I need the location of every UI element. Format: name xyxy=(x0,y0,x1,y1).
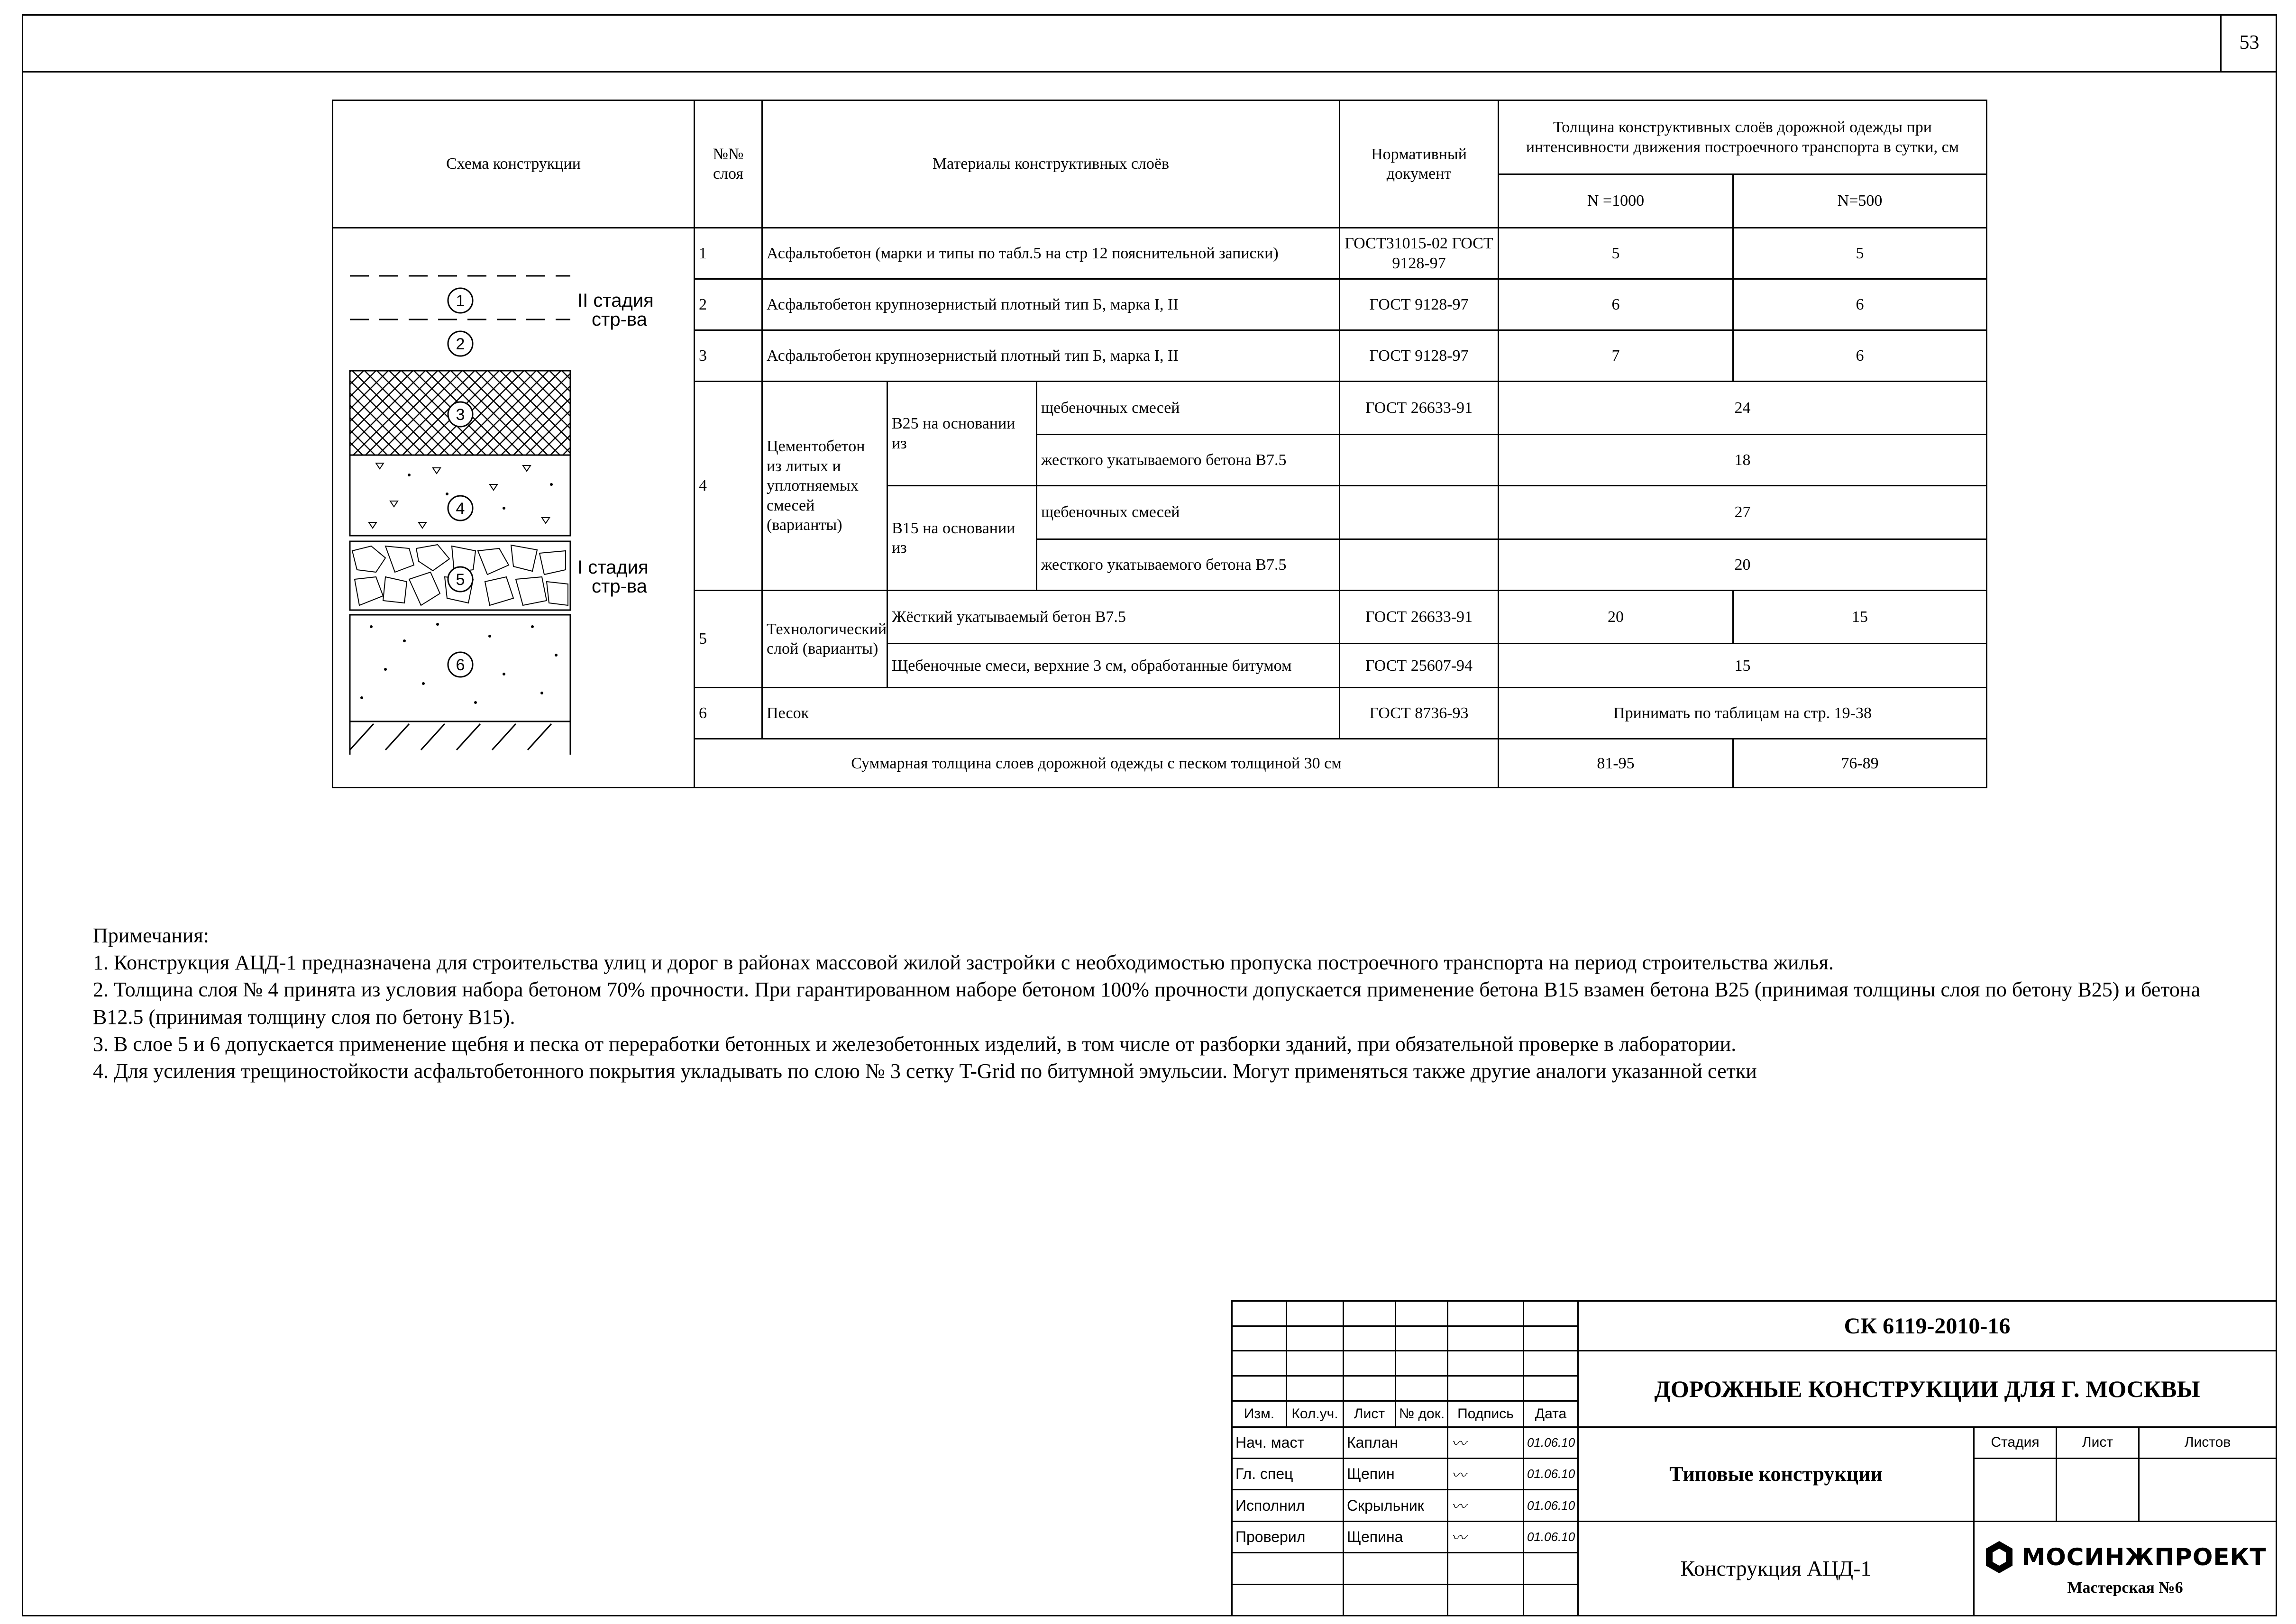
company-logo-icon xyxy=(1984,1540,2014,1574)
row4-sub4: жесткого укатываемого бетона B7.5 xyxy=(1037,539,1340,590)
layer-2-number: 2 xyxy=(456,335,465,353)
header-materials: Материалы конструктивных слоёв xyxy=(762,100,1340,228)
stage-2-label: II стадия стр-ва xyxy=(577,290,654,330)
row2-n1000: 6 xyxy=(1499,279,1733,330)
row4-sub3-value: 27 xyxy=(1499,486,1987,539)
row4-num: 4 xyxy=(695,382,762,591)
row4-sub2-value: 18 xyxy=(1499,435,1987,486)
road-construction-table xyxy=(332,100,1987,788)
construction-name: Конструкция АЦД-1 xyxy=(1578,1521,1974,1615)
row4-b15: B15 на основании из xyxy=(887,486,1037,590)
row4-sub1-norm: ГОСТ 26633-91 xyxy=(1340,382,1499,435)
layer-1-number: 1 xyxy=(456,292,465,310)
layer-schema-drawing xyxy=(333,228,695,782)
row4-sub2-norm xyxy=(1340,435,1499,486)
note-item: 2. Толщина слоя № 4 принята из условия набора бетоном 70% прочности. При гарантированном наборе бетоном 100% прочности допускается применение бетона B15 взамен бетона B25 (принимая толщины слоя по бетону B25) и бетона B12.5 (принимая толщину слоя по бетону B15). xyxy=(93,978,2201,1029)
hdr-list: Лист xyxy=(2057,1427,2139,1458)
name-2: Щепин xyxy=(1344,1458,1448,1489)
row4-sub1-value: 24 xyxy=(1499,382,1987,435)
layer-4-number: 4 xyxy=(456,500,465,518)
stage-1-label: I стадия стр-ва xyxy=(577,557,649,597)
name-3: Скрыльник xyxy=(1344,1490,1448,1521)
signature-1: 〰 xyxy=(1448,1427,1524,1458)
document-code: СК 6119-2010-16 xyxy=(1578,1301,2277,1351)
col-doc: № док. xyxy=(1396,1401,1448,1427)
notes-title: Примечания: xyxy=(93,924,209,947)
role-1: Нач. маст xyxy=(1232,1427,1344,1458)
row5-group: Технологический слой (варианты) xyxy=(762,590,887,688)
note-item: 4. Для усиления трещиностойкости асфальтобетонного покрытия укладывать по слою № 3 сетку T-Grid по битумной эмульсии. Могут применяться также другие аналоги указанной сетки xyxy=(93,1059,1757,1083)
signature-2: 〰 xyxy=(1448,1458,1524,1489)
workshop-name: Мастерская №6 xyxy=(2067,1578,2183,1597)
row4-sub2: жесткого укатываемого бетона B7.5 xyxy=(1037,435,1340,486)
row5-sub1-n1000: 20 xyxy=(1499,590,1733,644)
row3-n1000: 7 xyxy=(1499,330,1733,382)
name-1: Каплан xyxy=(1344,1427,1448,1458)
row1-n500: 5 xyxy=(1733,228,1987,279)
role-2: Гл. спец xyxy=(1232,1458,1344,1489)
col-data: Дата xyxy=(1524,1401,1578,1427)
row4-sub4-norm xyxy=(1340,539,1499,590)
stadia-value xyxy=(1974,1458,2057,1521)
row6-num: 6 xyxy=(695,688,762,739)
role-4: Проверил xyxy=(1232,1521,1344,1552)
company-block xyxy=(1974,1521,2277,1615)
row4-sub3: щебеночных смесей xyxy=(1037,486,1340,539)
document-subtitle: Типовые конструкции xyxy=(1578,1427,1974,1521)
row5-sub2: Щебеночные смеси, верхние 3 см, обработанные битумом xyxy=(887,644,1340,688)
date-3: 01.06.10 xyxy=(1524,1490,1578,1521)
row2-n500: 6 xyxy=(1733,279,1987,330)
company-logo xyxy=(1977,1540,2273,1574)
role-3: Исполнил xyxy=(1232,1490,1344,1521)
name-4: Щепина xyxy=(1344,1521,1448,1552)
row1-material: Асфальтобетон (марки и типы по табл.5 на стр 12 пояснительной записки) xyxy=(762,228,1340,279)
total-n500: 76-89 xyxy=(1733,739,1987,788)
row2-norm: ГОСТ 9128-97 xyxy=(1340,279,1499,330)
hdr-listov: Листов xyxy=(2139,1427,2277,1458)
row2-num: 2 xyxy=(695,279,762,330)
date-4: 01.06.10 xyxy=(1524,1521,1578,1552)
page-number: 53 xyxy=(2220,14,2277,71)
row6-material: Песок xyxy=(762,688,1340,739)
row1-num: 1 xyxy=(695,228,762,279)
row5-sub2-value: 15 xyxy=(1499,644,1987,688)
row4-b25: B25 на основании из xyxy=(887,382,1037,486)
document-title: ДОРОЖНЫЕ КОНСТРУКЦИИ ДЛЯ Г. МОСКВЫ xyxy=(1578,1351,2277,1427)
signature-3: 〰 xyxy=(1448,1490,1524,1521)
row6-value: Принимать по таблицам на стр. 19-38 xyxy=(1499,688,1987,739)
frame-top-band xyxy=(22,71,2277,73)
total-label: Суммарная толщина слоев дорожной одежды с песком толщиной 30 см xyxy=(695,739,1499,788)
note-item: 1. Конструкция АЦД-1 предназначена для строительства улиц и дорог в районах массовой жилой застройки с необходимостью пропуска построечного транспорта на период строительства жилья. xyxy=(93,951,1834,975)
row4-sub3-norm xyxy=(1340,486,1499,539)
signature-4: 〰 xyxy=(1448,1521,1524,1552)
row5-sub1: Жёсткий укатываемый бетон B7.5 xyxy=(887,590,1340,644)
listov-value xyxy=(2139,1458,2277,1521)
row4-group: Цементобетон из литых и уплотняемых смесей (варианты) xyxy=(762,382,887,591)
title-block xyxy=(1231,1300,2276,1616)
col-izm: Изм. xyxy=(1232,1401,1287,1427)
hdr-stadia: Стадия xyxy=(1974,1427,2057,1458)
row5-sub1-norm: ГОСТ 26633-91 xyxy=(1340,590,1499,644)
date-2: 01.06.10 xyxy=(1524,1458,1578,1489)
col-podp: Подпись xyxy=(1448,1401,1524,1427)
note-item: 3. В слое 5 и 6 допускается применение щебня и песка от переработки бетонных и железобетонных изделий, в том числе от разборки зданий, при обязательной проверке в лаборатории. xyxy=(93,1032,1737,1056)
col-list: Лист xyxy=(1344,1401,1396,1427)
header-schema: Схема конструкции xyxy=(333,100,695,228)
row2-material: Асфальтобетон крупнозернистый плотный тип Б, марка I, II xyxy=(762,279,1340,330)
row3-num: 3 xyxy=(695,330,762,382)
layer-6-number: 6 xyxy=(456,656,465,674)
layer-5-number: 5 xyxy=(456,571,465,589)
row4-sub1: щебеночных смесей xyxy=(1037,382,1340,435)
row5-sub1-n500: 15 xyxy=(1733,590,1987,644)
header-n500: N=500 xyxy=(1733,174,1987,228)
header-n1000: N =1000 xyxy=(1499,174,1733,228)
row3-n500: 6 xyxy=(1733,330,1987,382)
row1-norm: ГОСТ31015-02 ГОСТ 9128-97 xyxy=(1340,228,1499,279)
row4-sub4-value: 20 xyxy=(1499,539,1987,590)
notes-block xyxy=(93,922,2255,1085)
row6-norm: ГОСТ 8736-93 xyxy=(1340,688,1499,739)
construction-schema xyxy=(333,228,695,788)
row1-n1000: 5 xyxy=(1499,228,1733,279)
layer-3-number: 3 xyxy=(456,406,465,424)
header-layer-number: №№ слоя xyxy=(695,100,762,228)
row5-num: 5 xyxy=(695,590,762,688)
header-thickness: Толщина конструктивных слоёв дорожной одежды при интенсивности движения построечного транспорта в сутки, см xyxy=(1499,100,1987,174)
total-n1000: 81-95 xyxy=(1499,739,1733,788)
col-kol: Кол.уч. xyxy=(1287,1401,1344,1427)
row3-norm: ГОСТ 9128-97 xyxy=(1340,330,1499,382)
date-1: 01.06.10 xyxy=(1524,1427,1578,1458)
header-norm-doc: Нормативный документ xyxy=(1340,100,1499,228)
company-name: МОСИНЖПРОЕКТ xyxy=(2022,1543,2267,1571)
row3-material: Асфальтобетон крупнозернистый плотный тип Б, марка I, II xyxy=(762,330,1340,382)
list-value xyxy=(2057,1458,2139,1521)
row5-sub2-norm: ГОСТ 25607-94 xyxy=(1340,644,1499,688)
